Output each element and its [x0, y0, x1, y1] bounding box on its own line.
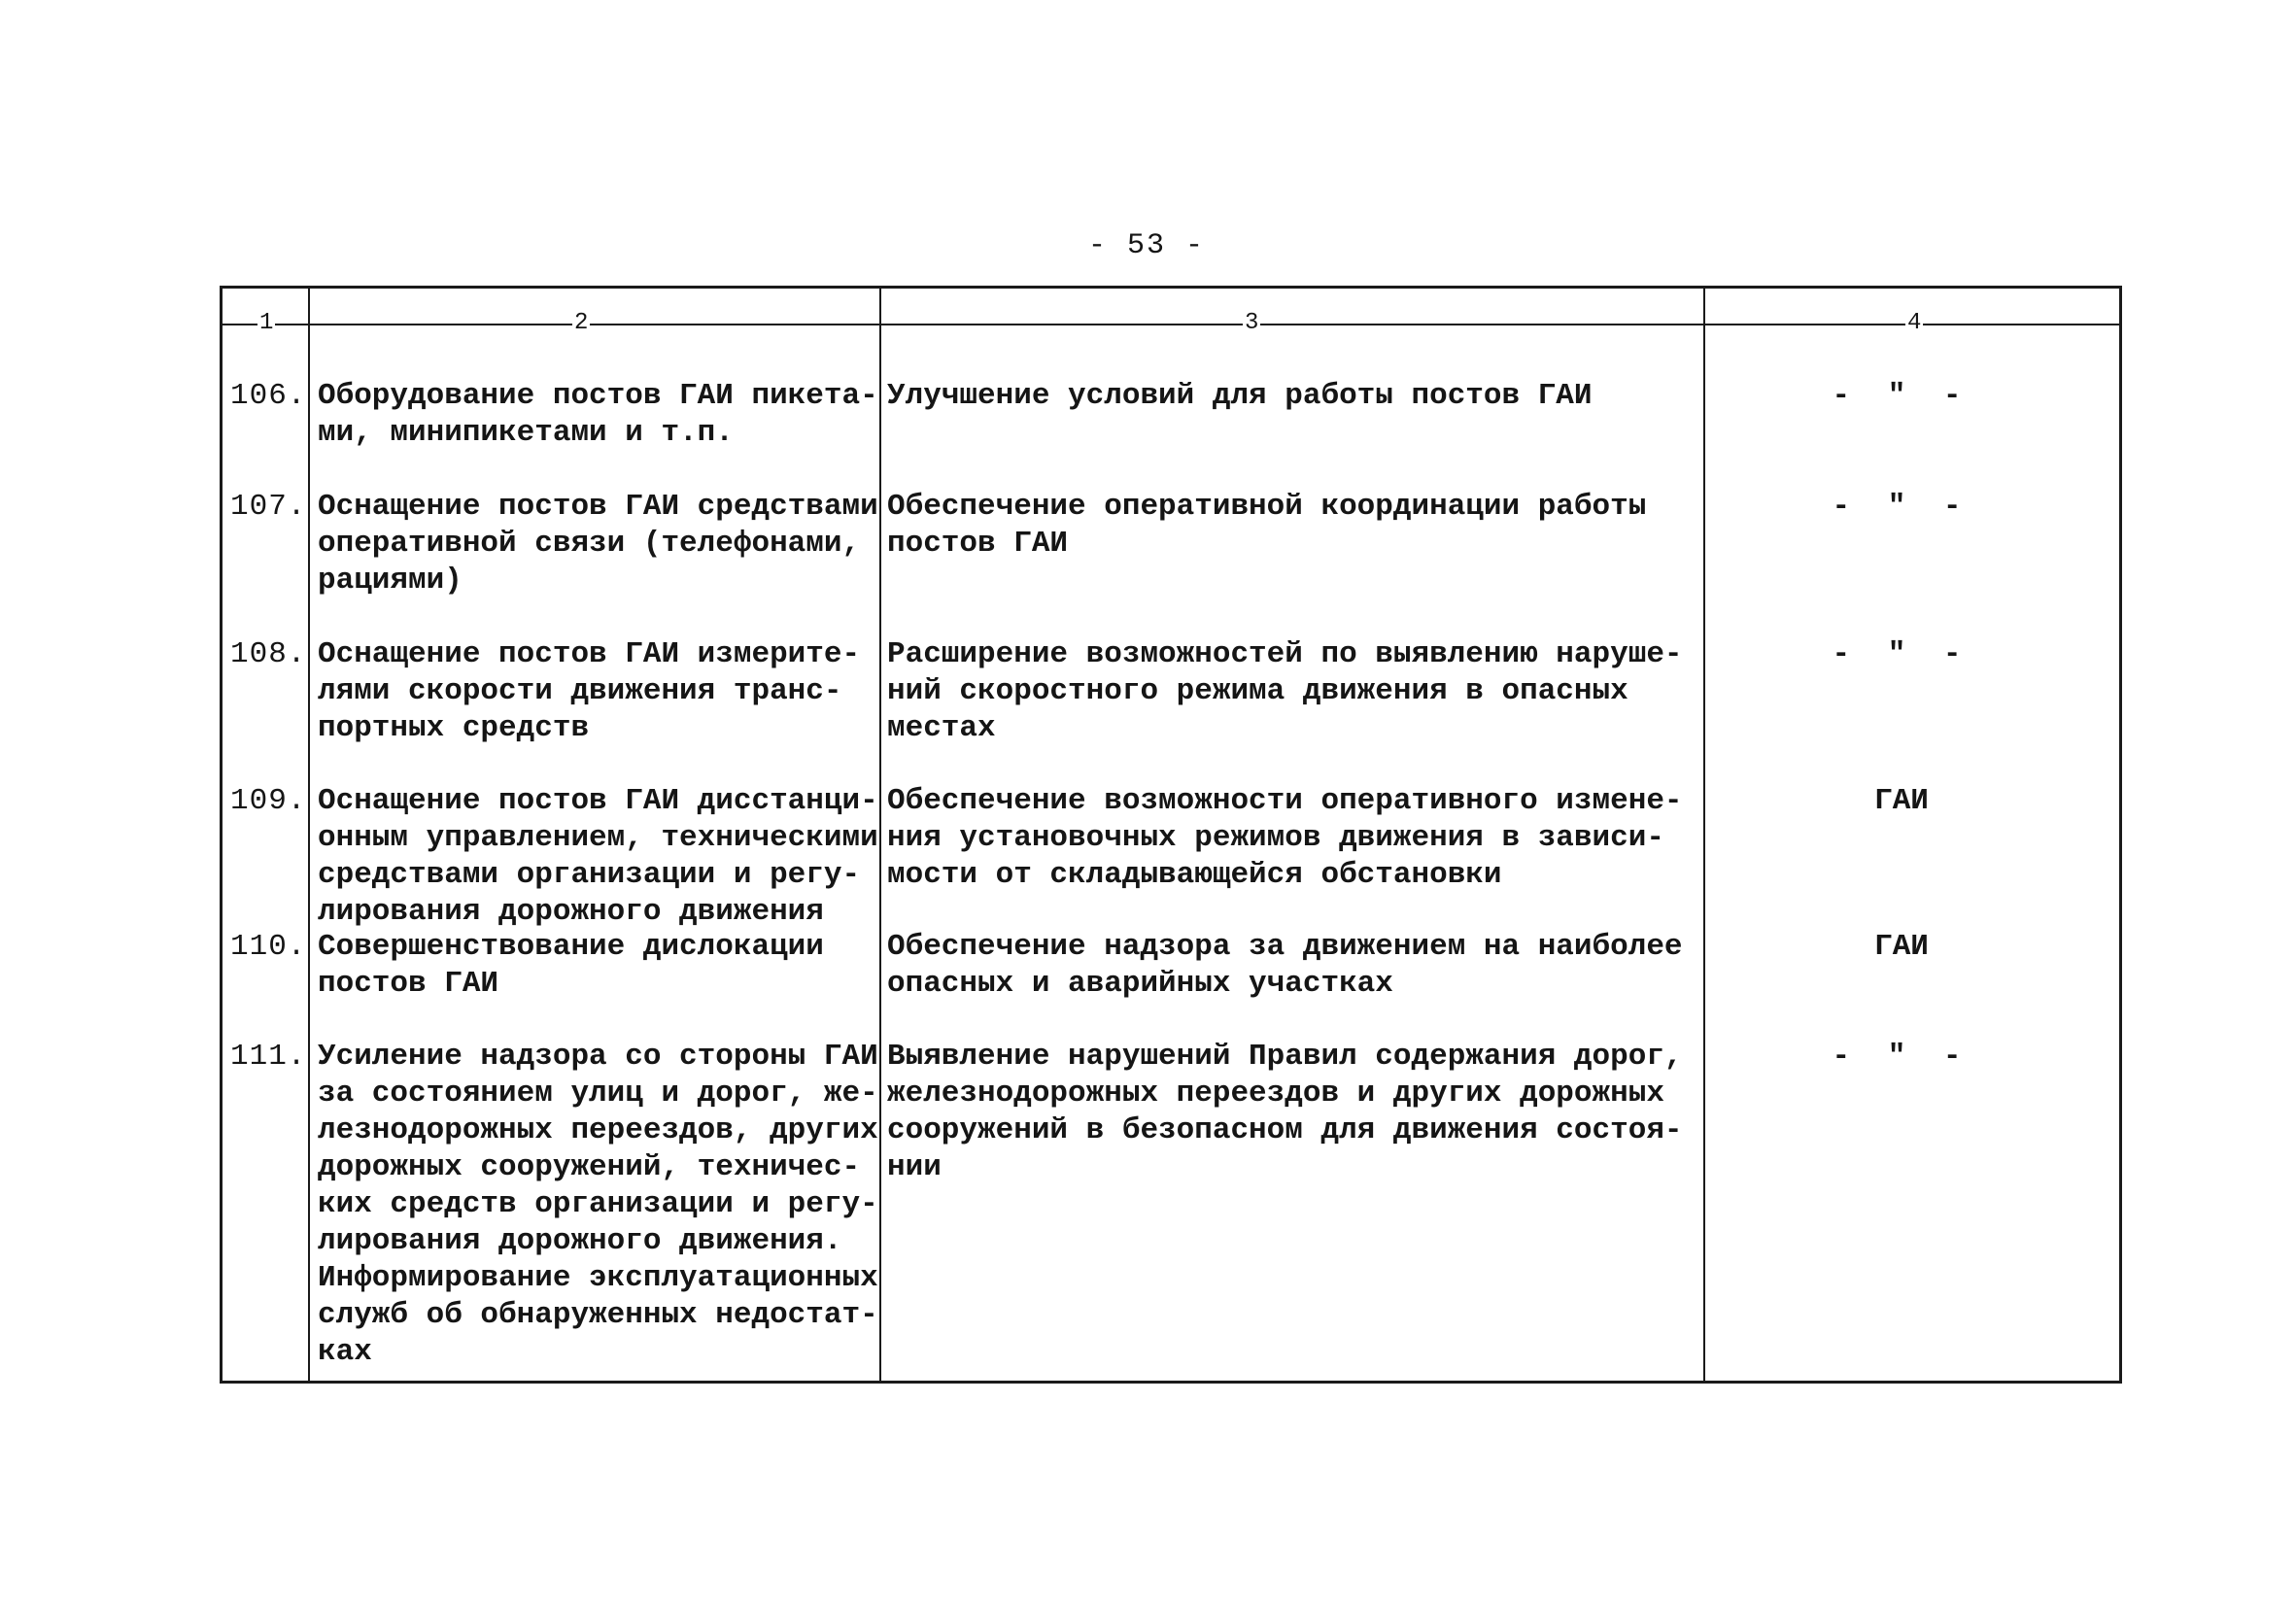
measure-text: Оснащение постов ГАИ измерите- лями скорости движения транс- портных средств	[318, 637, 861, 745]
column-divider-1	[308, 289, 310, 1381]
executor-text: - " -	[1832, 379, 1971, 413]
executor-text: ГАИ	[1874, 784, 1929, 818]
measure-text: Совершенствование дислокации постов ГАИ	[318, 930, 824, 1001]
row-number: 107.	[230, 490, 307, 524]
row-number: 106.	[230, 379, 307, 413]
goal-text: Обеспечение надзора за движением на наиболее опасных и аварийных участках	[887, 930, 1683, 1001]
row-number: 109.	[230, 784, 307, 818]
column-number-2: 2	[574, 310, 589, 336]
measure-text: Усиление надзора со стороны ГАИ за состоянием улиц и дорог, же- лезнодорожных переездов, других дорожных сооружений, техничес- ких средств организации и регу- лирования дорожного движения. Информирование эксплуатационных служб об обнаруженных недостат- ках	[318, 1040, 878, 1369]
goal-text: Обеспечение возможности оперативного измене- ния установочных режимов движения в зависи- мости от складывающейся обстановки	[887, 784, 1683, 892]
measure-text: Оснащение постов ГАИ дисстанци- онным управлением, техническими средствами организации и регу- лирования дорожного движения	[318, 784, 878, 929]
page-number: - 53 -	[1087, 229, 1206, 262]
row-number: 111.	[230, 1040, 307, 1074]
goal-text: Улучшение условий для работы постов ГАИ	[887, 379, 1593, 413]
executor-text: - " -	[1832, 490, 1971, 524]
executor-text: - " -	[1832, 1040, 1971, 1074]
executor-text: - " -	[1832, 637, 1971, 671]
row-number: 108.	[230, 637, 307, 671]
goal-text: Обеспечение оперативной координации работы постов ГАИ	[887, 490, 1647, 561]
header-rule	[223, 324, 2119, 325]
goal-text: Расширение возможностей по выявлению наруше- ний скоростного режима движения в опасных местах	[887, 637, 1683, 745]
column-divider-3	[1703, 289, 1705, 1381]
goal-text: Выявление нарушений Правил содержания дорог, железнодорожных переездов и других дорожных сооружений в безопасном для движения состоя- нии	[887, 1040, 1683, 1184]
measure-text: Оснащение постов ГАИ средствами оперативной связи (телефонами, рациями)	[318, 490, 878, 598]
column-number-4: 4	[1907, 310, 1922, 336]
measures-table	[220, 286, 2122, 1384]
measure-text: Оборудование постов ГАИ пикета- ми, минипикетами и т.п.	[318, 379, 878, 450]
row-number: 110.	[230, 930, 307, 964]
executor-text: ГАИ	[1874, 930, 1929, 964]
column-number-1: 1	[259, 310, 274, 336]
column-number-3: 3	[1245, 310, 1259, 336]
